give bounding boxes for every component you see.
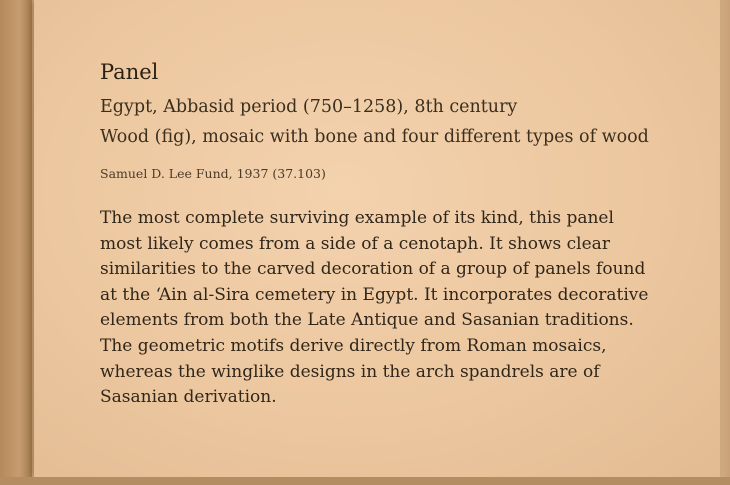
credit-line: Samuel D. Lee Fund, 1937 (37.103)	[100, 166, 326, 181]
description-line: whereas the winglike designs in the arch spandrels are of	[100, 361, 600, 382]
artwork-medium: Wood (fig), mosaic with bone and four different types of wood	[100, 127, 649, 147]
artwork-title: Panel	[100, 60, 159, 84]
description-line: Sasanian derivation.	[100, 387, 277, 408]
museum-label-card	[34, 0, 720, 477]
wall-left-edge	[0, 0, 32, 485]
description-line: similarities to the carved decoration of a group of panels found	[100, 259, 646, 280]
description-paragraph	[100, 206, 710, 411]
description-line: The geometric motifs derive directly from Roman mosaics,	[100, 335, 607, 356]
description-line: most likely comes from a side of a cenotaph. It shows clear	[100, 233, 610, 254]
description-line: at the ‘Ain al-Sira cemetery in Egypt. It incorporates decorative	[100, 284, 649, 305]
description-line: The most complete surviving example of its kind, this panel	[100, 208, 614, 228]
wall-bottom-edge	[0, 477, 730, 485]
artwork-origin: Egypt, Abbasid period (750–1258), 8th century	[100, 97, 518, 117]
label-text-block	[100, 58, 710, 411]
description-line: elements from both the Late Antique and Sasanian traditions.	[100, 310, 634, 331]
